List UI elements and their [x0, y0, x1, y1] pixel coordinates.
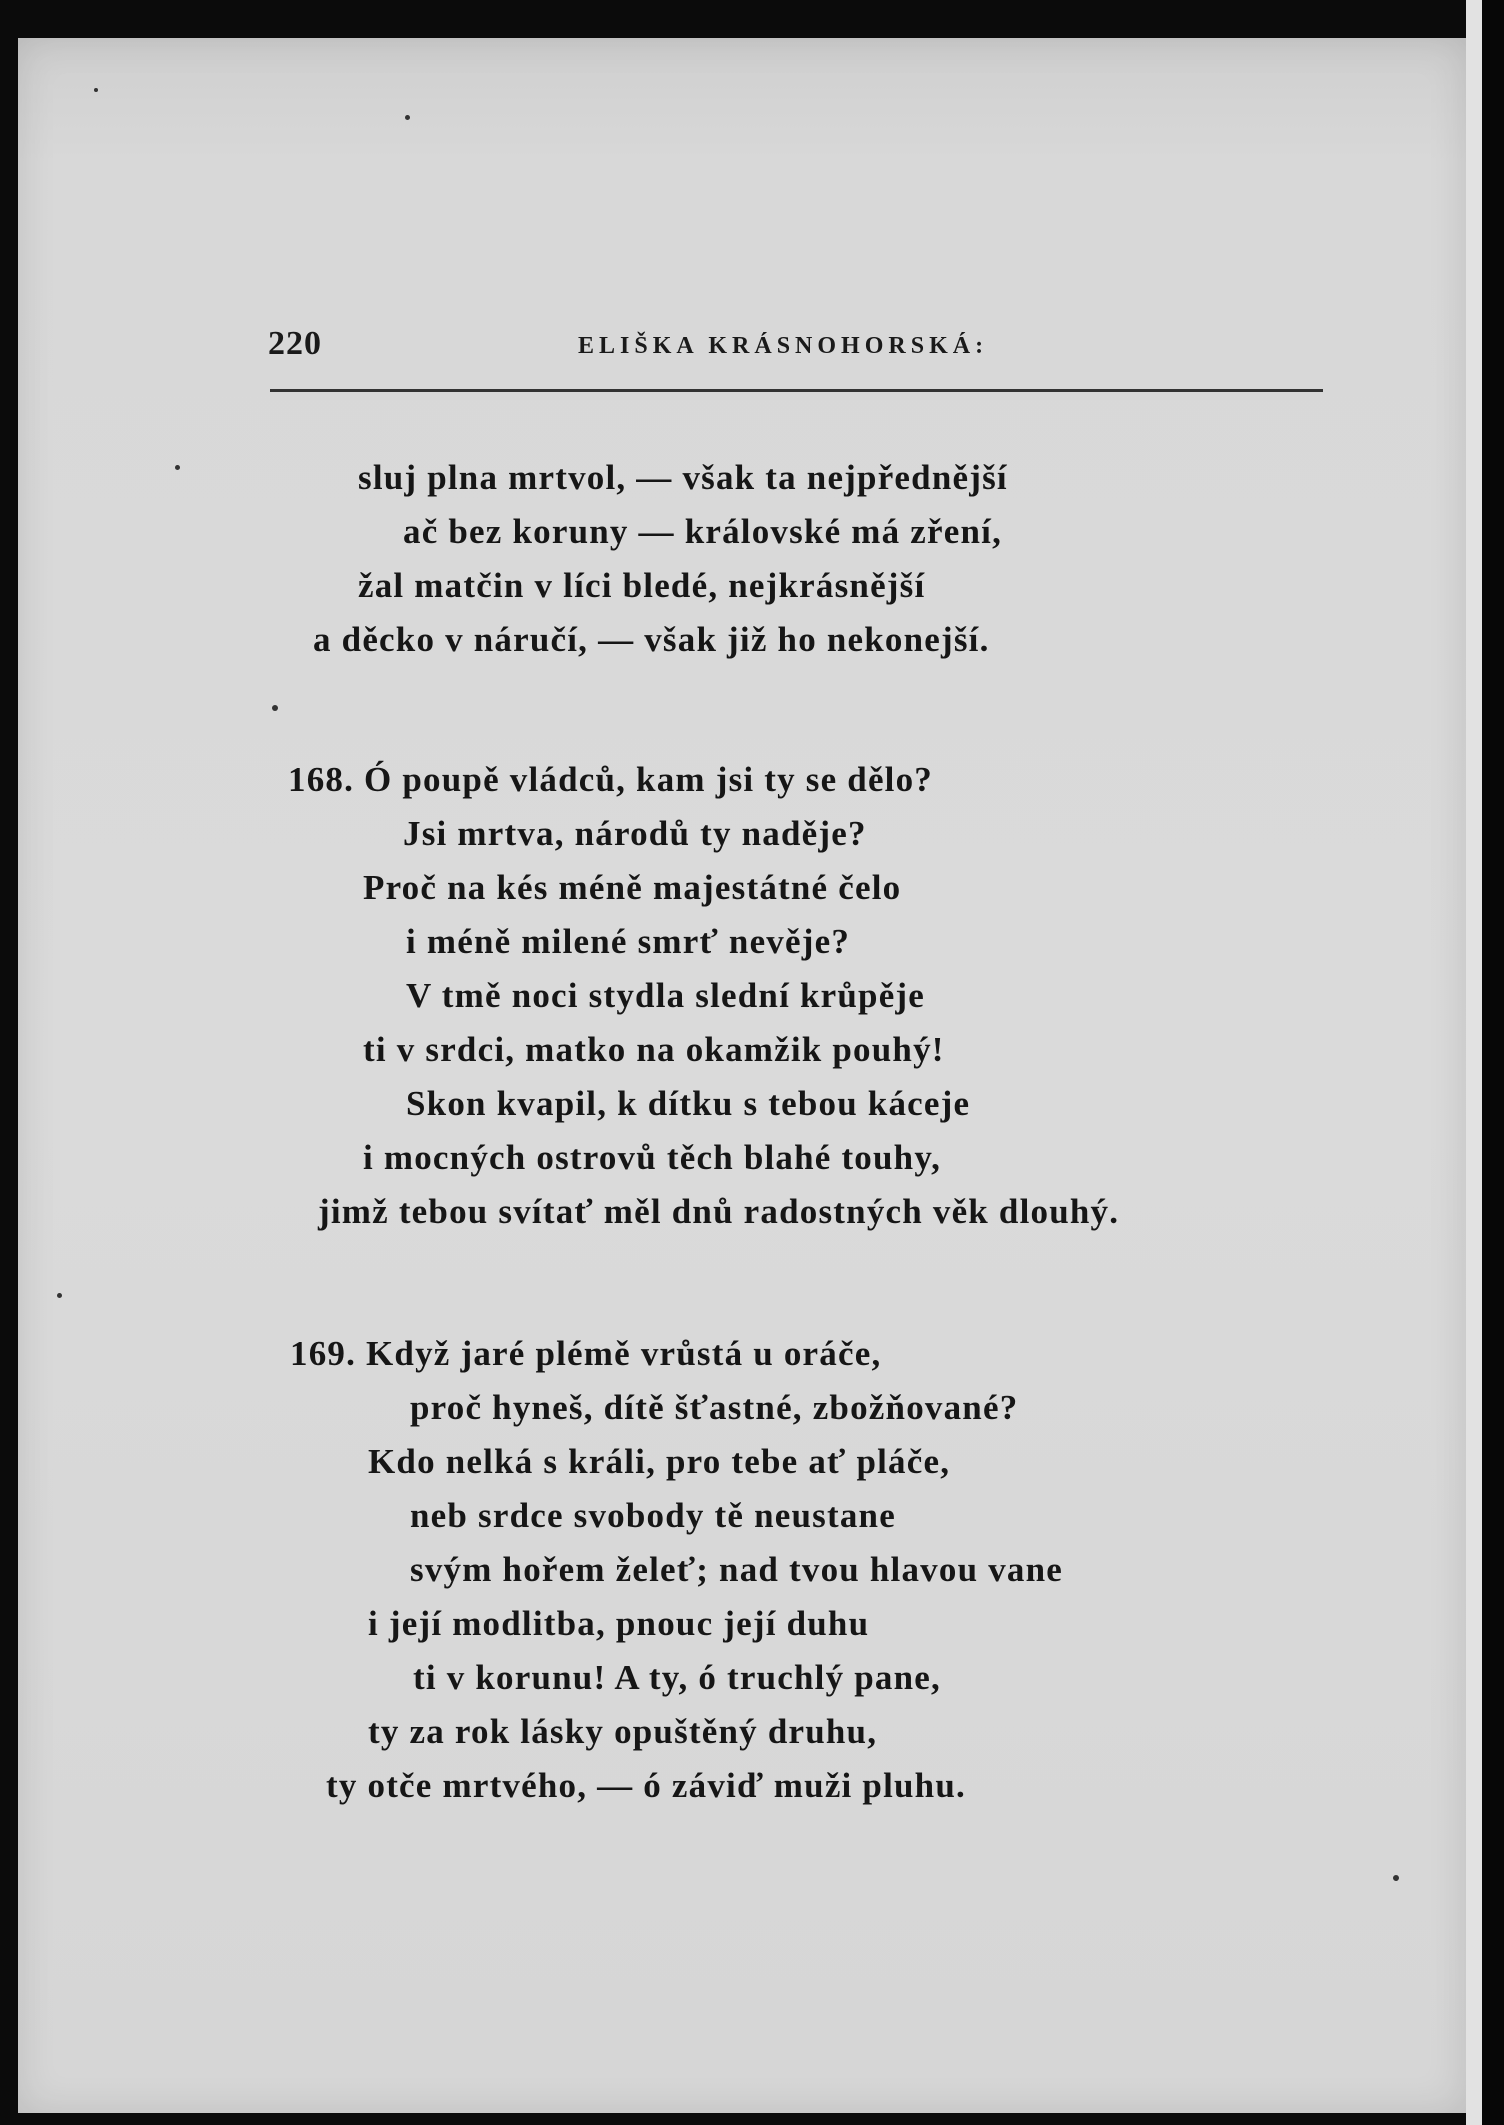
- verse-line: Jsi mrtva, národů ty naděje?: [403, 814, 867, 853]
- verse-line: ty za rok lásky opuštěný druhu,: [368, 1712, 878, 1751]
- verse-line: ti v srdci, matko na okamžik pouhý!: [363, 1030, 945, 1069]
- page-number: 220: [268, 325, 322, 362]
- scan-speck: [175, 465, 180, 470]
- scan-speck: [272, 705, 278, 711]
- scan-speck: [57, 1293, 62, 1298]
- background-edge: [1482, 0, 1504, 2125]
- verse-line: Proč na kés méně majestátné čelo: [363, 868, 902, 907]
- verse-line: neb srdce svobody tě neustane: [410, 1496, 896, 1535]
- verse-line: žal matčin v líci bledé, nejkrásnější: [358, 566, 926, 605]
- verse-line: jimž tebou svítať měl dnů radostných věk dlouhý.: [318, 1192, 1120, 1231]
- verse-line: 169. Když jaré plémě vrůstá u oráče,: [290, 1334, 882, 1373]
- verse-line: i její modlitba, pnouc její duhu: [368, 1604, 870, 1643]
- scan-speck: [94, 88, 98, 92]
- verse-line: Skon kvapil, k dítku s tebou káceje: [406, 1084, 971, 1123]
- running-head: ELIŠKA KRÁSNOHORSKÁ:: [578, 333, 989, 359]
- verse-line: ty otče mrtvého, — ó záviď muži pluhu.: [326, 1766, 966, 1805]
- verse-line: ač bez koruny — královské má zření,: [403, 512, 1003, 551]
- verse-line: 168. Ó poupě vládců, kam jsi ty se dělo?: [288, 760, 933, 799]
- scan-speck: [405, 115, 410, 120]
- verse-line: ti v korunu! A ty, ó truchlý pane,: [413, 1658, 941, 1697]
- verse-line: a děcko v náručí, — však již ho nekonejší.: [313, 620, 990, 659]
- page-edge: [1466, 0, 1482, 2125]
- scan-speck: [1393, 1875, 1399, 1881]
- verse-line: svým hořem želeť; nad tvou hlavou vane: [410, 1550, 1063, 1589]
- page-header: [268, 325, 1323, 375]
- verse-line: V tmě noci stydla slední krůpěje: [406, 976, 926, 1015]
- verse-line: sluj plna mrtvol, — však ta nejpřednější: [358, 458, 1008, 497]
- verse-line: Kdo nelká s králi, pro tebe ať pláče,: [368, 1442, 951, 1481]
- verse-line: i mocných ostrovů těch blahé touhy,: [363, 1138, 942, 1177]
- verse-line: i méně milené smrť nevěje?: [406, 922, 851, 961]
- header-rule: [270, 389, 1323, 392]
- verse-line: proč hyneš, dítě šťastné, zbožňované?: [410, 1388, 1019, 1427]
